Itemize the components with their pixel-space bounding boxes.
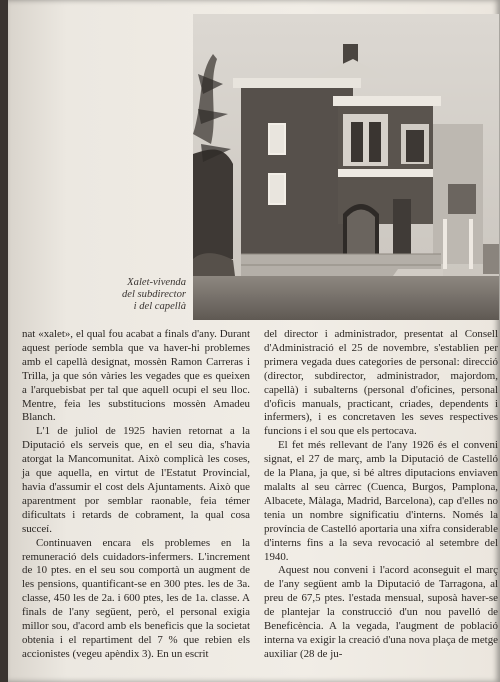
paragraph: Aquest nou conveni i l'acord aconseguit el març de l'any següent amb la Diputació de Tarragona, al preu de 67,5 ptes. l'estada mensual, suposà haver-se de plantejar la construcció d'un nou pavelló de Beneficència. A la vegada, l'augment de població interna va exigir la creació d'una nova plaça de metge auxiliar (28 de ju-: [264, 564, 498, 660]
caption-line: Xalet-vivenda: [127, 277, 186, 288]
paragraph: nat «xalet», el qual fou acabat a finals d'any. Durant aquest període sembla que va haver-hi problemes amb el capellà designat, mossèn Ramon Carreras i Trilla, ja que són vàries les vegades que es queixen a l'arquebisbat per tal que aquell ocupi el seu lloc. Mentre, feia les substitucions mossèn Amadeu Blanch.: [22, 328, 250, 424]
book-page: [8, 0, 500, 682]
paragraph: Continuaven encara els problemes en la remuneració dels cuidadors-infermers. L'increment de 10 ptes. en el seu sou comportà un augment de les pensions, quantificant-se en 300 ptes. les de 3a. classe, 450 les de 2a. i 600 ptes, les de 1a. classe. A finals de l'any següent, però, el personal exigia millor sou, d'acord amb els beneficis que la societat obtenia i el repartiment del 7 % que rebien els accionistes (vegeu apèndix 3). En un escrit: [22, 536, 250, 660]
paragraph: del director i administrador, presentat al Consell d'Administració el 25 de novembre, s'establien per primera vegada dues categories de personal: direcció (director, subdirector, administrador, majordom, capellà) i subalterns (personal d'oficines, personal d'oficis manuals, practicant, criades, dependents i infermers), i es concretaven les seves respectives funcions i el sou que els pertocava.: [264, 328, 498, 438]
paragraph: El fet més rellevant de l'any 1926 és el conveni signat, el 27 de març, amb la Diputació de Castelló de la Plana, ja que, si bé altres diputacions enviaven malalts al seu càrrec (Cuenca, Burgos, Pamplona, Albacete, Màlaga, Madrid, Barcelona), cap d'elles no tenia un nombre significatiu d'interns. Només la província de Castelló aportaria una xifra considerable d'interns fins a la seva revocació al setembre del 1940.: [264, 439, 498, 563]
photograph-chalet: [193, 14, 499, 320]
text-column-right: [264, 328, 498, 662]
caption-line: del subdirector: [121, 289, 186, 300]
caption-line: i del capellà: [133, 301, 186, 312]
text-column-left: [22, 328, 250, 662]
photo-caption: [96, 277, 186, 313]
paragraph: L'1 de juliol de 1925 havien retornat a la Diputació els serveis que, en el seu dia, s'havia atorgat la Mancomunitat. Això complicà les coses, ja que aquella, en virtut de l'Estatut Provincial, havia d'assumir el cost dels Ajuntaments. Això que aparentment por semblar raonable, feia témer dificultats i retards de cobrament, la qual cosa succeí.: [22, 425, 250, 535]
chalet-photo-image: [193, 14, 499, 320]
